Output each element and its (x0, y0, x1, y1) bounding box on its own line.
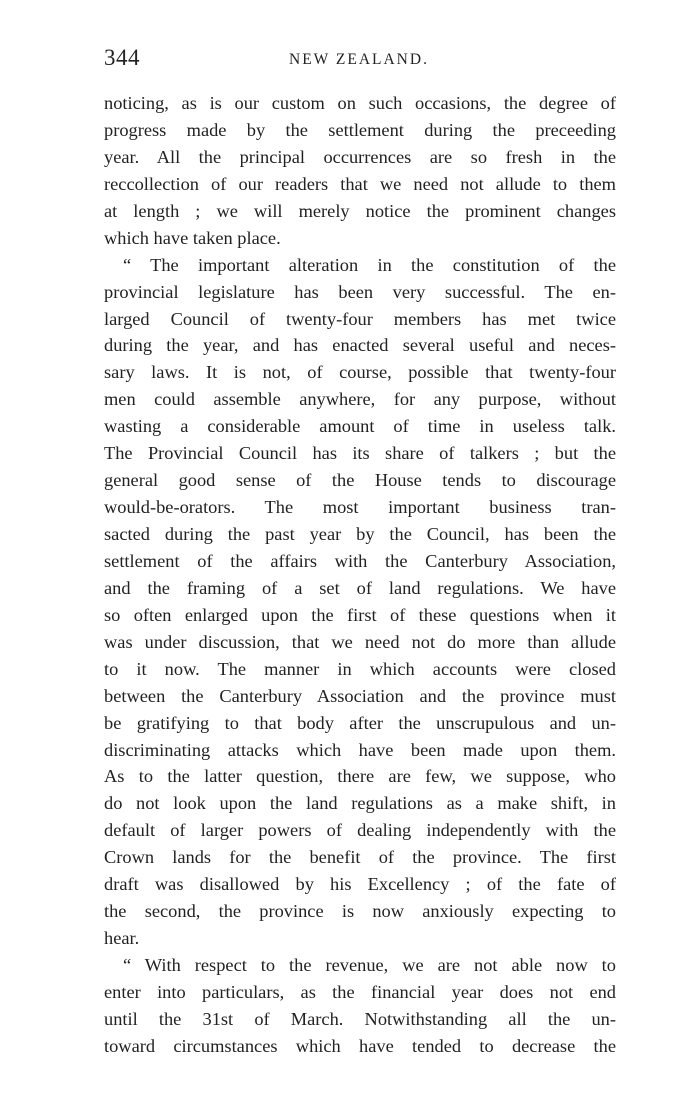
text-line: so often enlarged upon the first of these questions when it (104, 604, 616, 625)
text-line: which have taken place. (104, 227, 281, 248)
text-line: general good sense of the House tends to discourage (104, 470, 616, 491)
text-line: until the 31st of March. Notwithstanding all the un- (104, 1008, 616, 1029)
text-line: between the Canterbury Association and the province must (104, 685, 616, 706)
text-line: the second, the province is now anxiously expecting to (104, 901, 616, 922)
page-number: 344 (104, 45, 140, 70)
text-line: larged Council of twenty-four members has met twice (104, 308, 616, 329)
text-line: discriminating attacks which have been made upon them. (104, 739, 616, 760)
text-line: at length ; we will merely notice the prominent changes (104, 200, 616, 221)
text-line: year. All the principal occurrences are so fresh in the (104, 146, 616, 167)
text-line: toward circumstances which have tended to decrease the (104, 1035, 616, 1056)
text-line: Crown lands for the benefit of the province. The first (104, 847, 616, 868)
text-line: “ The important alteration in the constitution of the (123, 254, 616, 275)
text-line: noticing, as is our custom on such occasions, the degree of (104, 93, 616, 113)
text-line: to it now. The manner in which accounts were closed (104, 658, 616, 679)
text-line: do not look upon the land regulations as a make shift, in (104, 793, 616, 814)
text-line: and the framing of a set of land regulations. We have (104, 577, 616, 598)
text-line: settlement of the affairs with the Canterbury Association, (104, 550, 616, 571)
text-line: progress made by the settlement during the preceeding (104, 119, 616, 140)
text-line: “ With respect to the revenue, we are not able now to (123, 955, 616, 975)
text-line: hear. (104, 928, 140, 949)
text-line: during the year, and has enacted several useful and neces- (104, 335, 616, 356)
text-line: men could assemble anywhere, for any purpose, without (104, 389, 616, 410)
text-line: The Provincial Council has its share of talkers ; but the (104, 443, 616, 464)
text-line: sacted during the past year by the Council, has been the (104, 524, 616, 544)
text-line: wasting a considerable amount of time in useless talk. (104, 416, 616, 437)
text-line: sary laws. It is not, of course, possible that twenty-four (104, 362, 616, 383)
text-line: default of larger powers of dealing independently with the (104, 820, 616, 841)
text-line: be gratifying to that body after the unscrupulous and un- (104, 712, 616, 733)
running-head: NEW ZEALAND. (289, 51, 429, 68)
text-line: reccollection of our readers that we need not allude to them (104, 173, 616, 194)
text-line: enter into particulars, as the financial year does not end (104, 981, 616, 1002)
body-text (104, 90, 616, 1060)
text-line: draft was disallowed by his Excellency ; of the fate of (104, 874, 616, 895)
page-header (104, 42, 616, 74)
text-line: was under discussion, that we need not do more than allude (104, 631, 616, 652)
text-line: would-be-orators. The most important business tran- (104, 497, 616, 518)
text-line: As to the latter question, there are few, we suppose, who (104, 766, 616, 787)
text-line: provincial legislature has been very successful. The en- (104, 281, 616, 302)
